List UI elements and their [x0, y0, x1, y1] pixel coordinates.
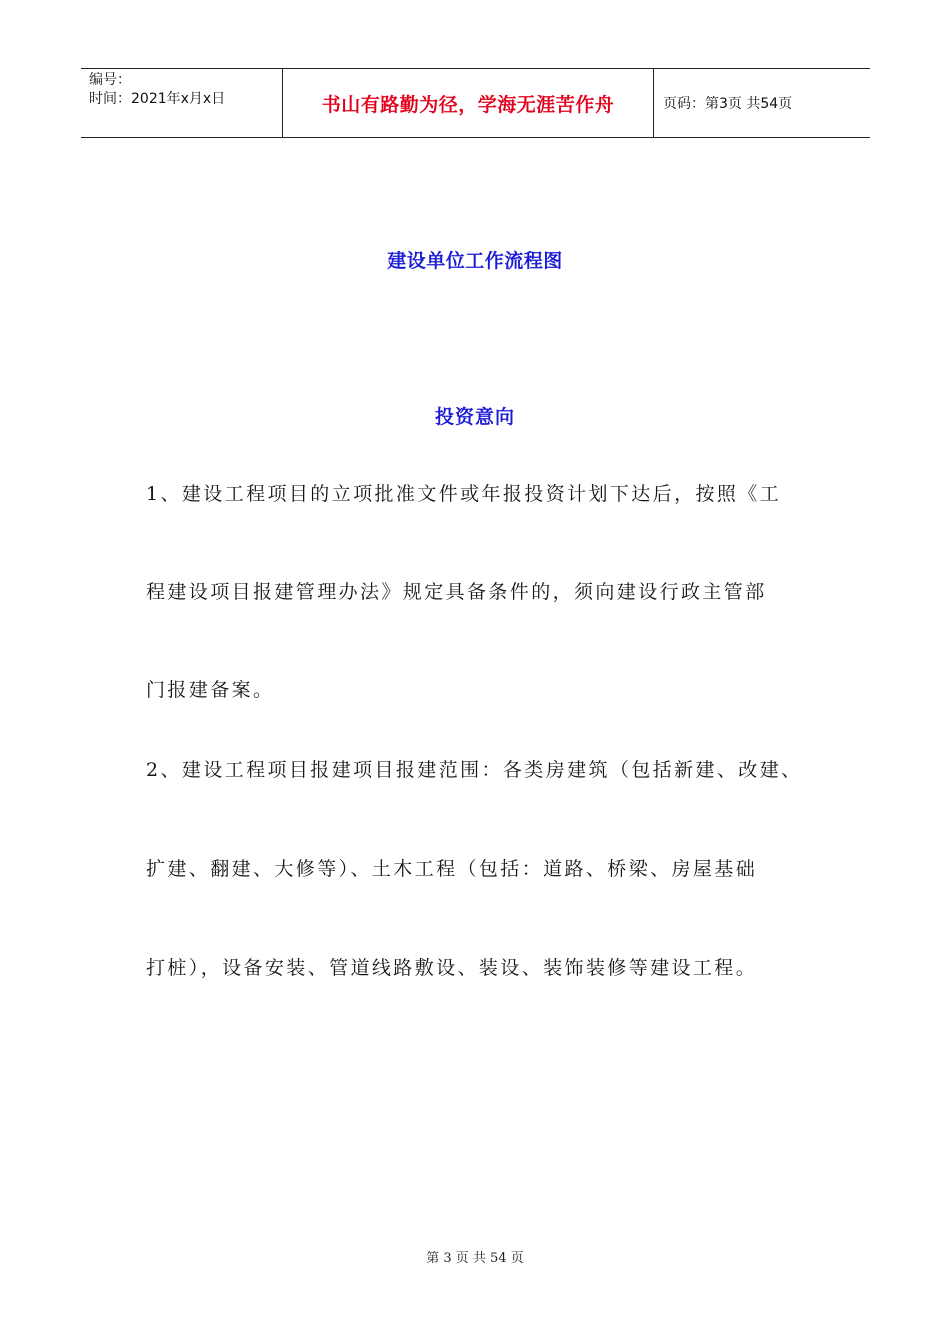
paragraph-line: 打桩），设备安装、管道线路敷设、装设、装饰装修等建设工程。	[146, 957, 758, 979]
paragraph-line: 程建设项目报建管理办法》规定具备条件的，须向建设行政主管部	[146, 581, 767, 603]
header-meta-cell	[81, 69, 282, 137]
document-time-label: 时间：2021年x月x日	[89, 91, 226, 107]
paragraph-line: 1、建设工程项目的立项批准文件或年报投资计划下达后，按照《工	[146, 483, 782, 505]
page-header	[81, 68, 870, 138]
paragraph-line: 2、建设工程项目报建项目报建范围：各类房建筑（包括新建、改建、	[146, 759, 803, 781]
section-title: 投资意向	[434, 406, 515, 428]
page-footer: 第 3 页 共 54 页	[426, 1251, 524, 1266]
document-title: 建设单位工作流程图	[387, 250, 563, 272]
header-motto: 书山有路勤为径，学海无涯苦作舟	[321, 93, 615, 116]
paragraph-line: 扩建、翻建、大修等）、土木工程（包括：道路、桥梁、房屋基础	[146, 858, 758, 880]
paragraph-line: 门报建备案。	[146, 679, 275, 701]
header-motto-cell	[282, 69, 654, 137]
header-page-number: 页码：第3页 共54页	[663, 96, 793, 112]
header-page-cell	[654, 69, 870, 137]
document-number-label: 编号：	[89, 72, 131, 88]
